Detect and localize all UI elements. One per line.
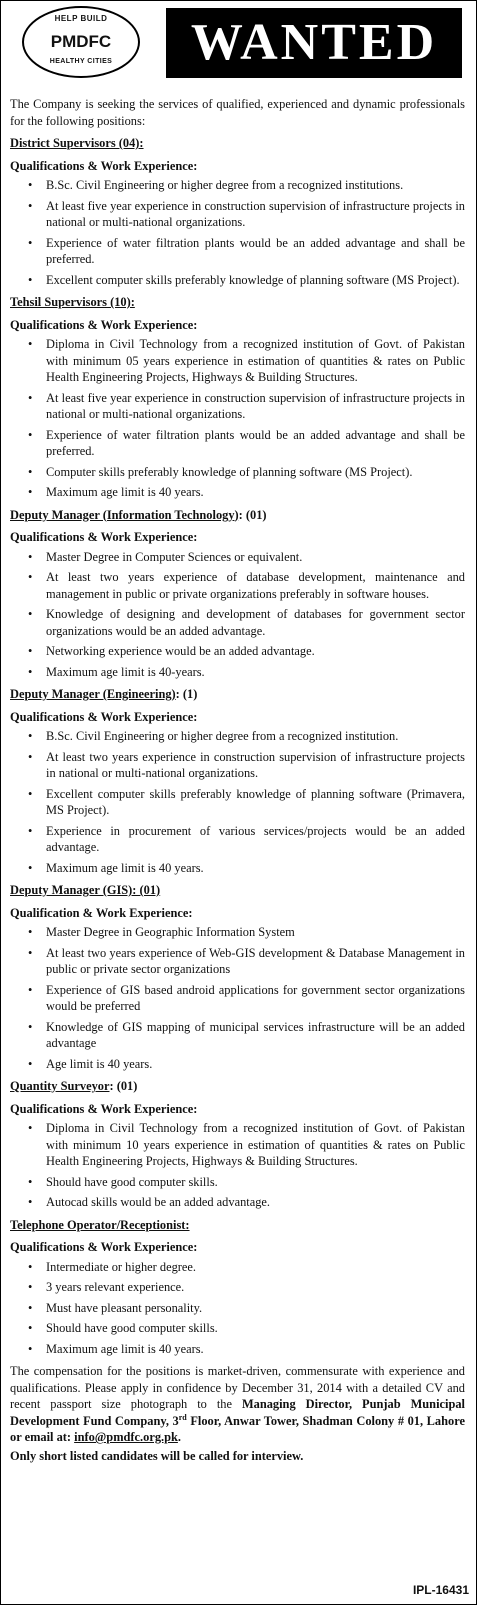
requirement-item: • At least five year experience in construction supervision of infrastructure projects in national or multi-national organizations. bbox=[46, 198, 465, 231]
requirement-item: • Computer skills preferably knowledge of planning software (MS Project). bbox=[46, 464, 465, 481]
requirement-item: • Maximum age limit is 40 years. bbox=[46, 860, 465, 877]
requirements-list bbox=[10, 549, 465, 681]
wanted-headline: WANTED bbox=[166, 8, 462, 78]
requirement-item: • Age limit is 40 years. bbox=[46, 1056, 465, 1073]
requirement-item: • B.Sc. Civil Engineering or higher degree from a recognized institution. bbox=[46, 728, 465, 745]
header bbox=[0, 0, 475, 92]
requirements-list bbox=[10, 336, 465, 501]
requirement-item: • Master Degree in Computer Sciences or equivalent. bbox=[46, 549, 465, 566]
requirement-item: • Diploma in Civil Technology from a recognized institution of Govt. of Pakistan with minimum 10 years experience in estimation of quantities & rates on Public Health Engineering Projects, Highways & Building Structures. bbox=[46, 1120, 465, 1170]
requirement-item: • Autocad skills would be an added advantage. bbox=[46, 1194, 465, 1211]
shortlist-note: Only short listed candidates will be called for interview. bbox=[10, 1448, 304, 1463]
qualifications-heading: Qualifications & Work Experience: bbox=[10, 317, 198, 332]
logo-top-text: HELP BUILD bbox=[54, 14, 108, 23]
requirements-list bbox=[10, 1120, 465, 1211]
requirement-item: • Knowledge of designing and development of databases for government sector organizations would be an added advantage. bbox=[46, 606, 465, 639]
footer-addressee: Managing Director, Punjab Municipal Development Fund Company, 3 bbox=[10, 1397, 465, 1428]
logo-main-text: PMDFC bbox=[50, 32, 112, 51]
position-count: : (1) bbox=[175, 687, 198, 701]
footer-period: . bbox=[177, 1430, 182, 1445]
positions-list bbox=[10, 135, 465, 1357]
qualifications-heading: Qualifications & Work Experience: bbox=[10, 158, 198, 173]
position-name: Deputy Manager (GIS): (01) bbox=[10, 883, 161, 897]
requirement-item: • Experience in procurement of various services/projects would be an added advantage. bbox=[46, 823, 465, 856]
requirements-list bbox=[10, 728, 465, 876]
position-name: Deputy Manager (Engineering) bbox=[10, 687, 176, 701]
ad-content bbox=[10, 96, 465, 1464]
position-count: : (01) bbox=[238, 507, 267, 522]
requirement-item: • Maximum age limit is 40 years. bbox=[46, 1341, 465, 1358]
position-title bbox=[10, 686, 465, 703]
footer-text: The compensation for the positions is market-driven, commensurate with experience and qualifications. Please apply in confidence by December 31, 2014 with a detailed CV and recent passport size photograph to the bbox=[10, 1364, 465, 1411]
requirement-item: • At least two years experience of database development, maintenance and management in public or private organizations preferably in software houses. bbox=[46, 569, 465, 602]
qualifications-heading: Qualifications & Work Experience: bbox=[10, 709, 198, 724]
requirement-item: • Should have good computer skills. bbox=[46, 1174, 465, 1191]
requirement-item: • Experience of GIS based android applications for government sector organizations would be preferred bbox=[46, 982, 465, 1015]
position-title bbox=[10, 294, 465, 311]
position-name: Deputy Manager (Information Technology) bbox=[10, 507, 239, 522]
qualifications-heading: Qualifications & Work Experience: bbox=[10, 1240, 198, 1254]
requirement-item: • Maximum age limit is 40 years. bbox=[46, 484, 465, 501]
requirement-item: • Excellent computer skills preferably knowledge of planning software (Primavera, MS Project). bbox=[46, 786, 465, 819]
requirement-item: • B.Sc. Civil Engineering or higher degree from a recognized institutions. bbox=[46, 177, 465, 194]
position-name: Quantity Surveyor bbox=[10, 1079, 110, 1093]
requirement-item: • Experience of water filtration plants would be an added advantage and shall be preferred. bbox=[46, 235, 465, 268]
qualifications-heading: Qualification & Work Experience: bbox=[10, 905, 193, 920]
position-name: Tehsil Supervisors (10): bbox=[10, 295, 135, 309]
requirement-item: • Intermediate or higher degree. bbox=[46, 1259, 465, 1276]
requirements-list bbox=[10, 1259, 465, 1358]
qualifications-heading: Qualifications & Work Experience: bbox=[10, 1101, 198, 1116]
requirement-item: • Maximum age limit is 40-years. bbox=[46, 664, 465, 681]
ad-reference: IPL-16431 bbox=[412, 1583, 469, 1597]
position-title bbox=[10, 882, 465, 899]
requirement-item: • At least two years experience of Web-GIS development & Database Management in public or private sector organizations bbox=[46, 945, 465, 978]
qualifications-heading: Qualifications & Work Experience: bbox=[10, 530, 198, 544]
position-title bbox=[10, 135, 465, 152]
footer-addressee-sup: rd bbox=[178, 1412, 187, 1422]
logo-bottom-text: HEALTHY CITIES bbox=[49, 58, 113, 65]
requirement-item: • At least five year experience in construction supervision of infrastructure projects in national or multi-national organizations. bbox=[46, 390, 465, 423]
requirement-item: • Must have pleasant personality. bbox=[46, 1300, 465, 1317]
contact-email[interactable]: info@pmdfc.org.pk bbox=[74, 1430, 178, 1445]
footer bbox=[10, 1363, 465, 1464]
position-title bbox=[10, 507, 465, 524]
footer-address: Floor, Anwar Tower, Shadman Colony # 01, Lahore or email at: bbox=[10, 1413, 465, 1445]
requirements-list bbox=[10, 177, 465, 288]
intro-text: The Company is seeking the services of qualified, experienced and dynamic professionals for the following positions: bbox=[10, 97, 465, 128]
requirement-item: • At least two years experience in construction supervision of infrastructure projects in national or multi-national organizations. bbox=[46, 749, 465, 782]
pmdfc-logo bbox=[22, 6, 140, 78]
position-title bbox=[10, 1078, 465, 1095]
requirement-item: • Excellent computer skills preferably knowledge of planning software (MS Project). bbox=[46, 272, 465, 289]
requirements-list bbox=[10, 924, 465, 1072]
requirement-item: • Diploma in Civil Technology from a recognized institution of Govt. of Pakistan with minimum 05 years experience in estimation of quantities & rates on Public Health Engineering Projects, Highways & Building Structures. bbox=[46, 336, 465, 386]
requirement-item: • 3 years relevant experience. bbox=[46, 1279, 465, 1296]
requirement-item: • Knowledge of GIS mapping of municipal services infrastructure will be an added advantage bbox=[46, 1019, 465, 1052]
position-title bbox=[10, 1217, 465, 1234]
position-name: District Supervisors (04): bbox=[10, 136, 144, 150]
position-name: Telephone Operator/Receptionist: bbox=[10, 1217, 190, 1232]
requirement-item: • Should have good computer skills. bbox=[46, 1320, 465, 1337]
position-count: : (01) bbox=[109, 1079, 138, 1093]
requirement-item: • Experience of water filtration plants would be an added advantage and shall be preferred. bbox=[46, 427, 465, 460]
requirement-item: • Networking experience would be an added advantage. bbox=[46, 643, 465, 660]
requirement-item: • Master Degree in Geographic Information System bbox=[46, 924, 465, 941]
